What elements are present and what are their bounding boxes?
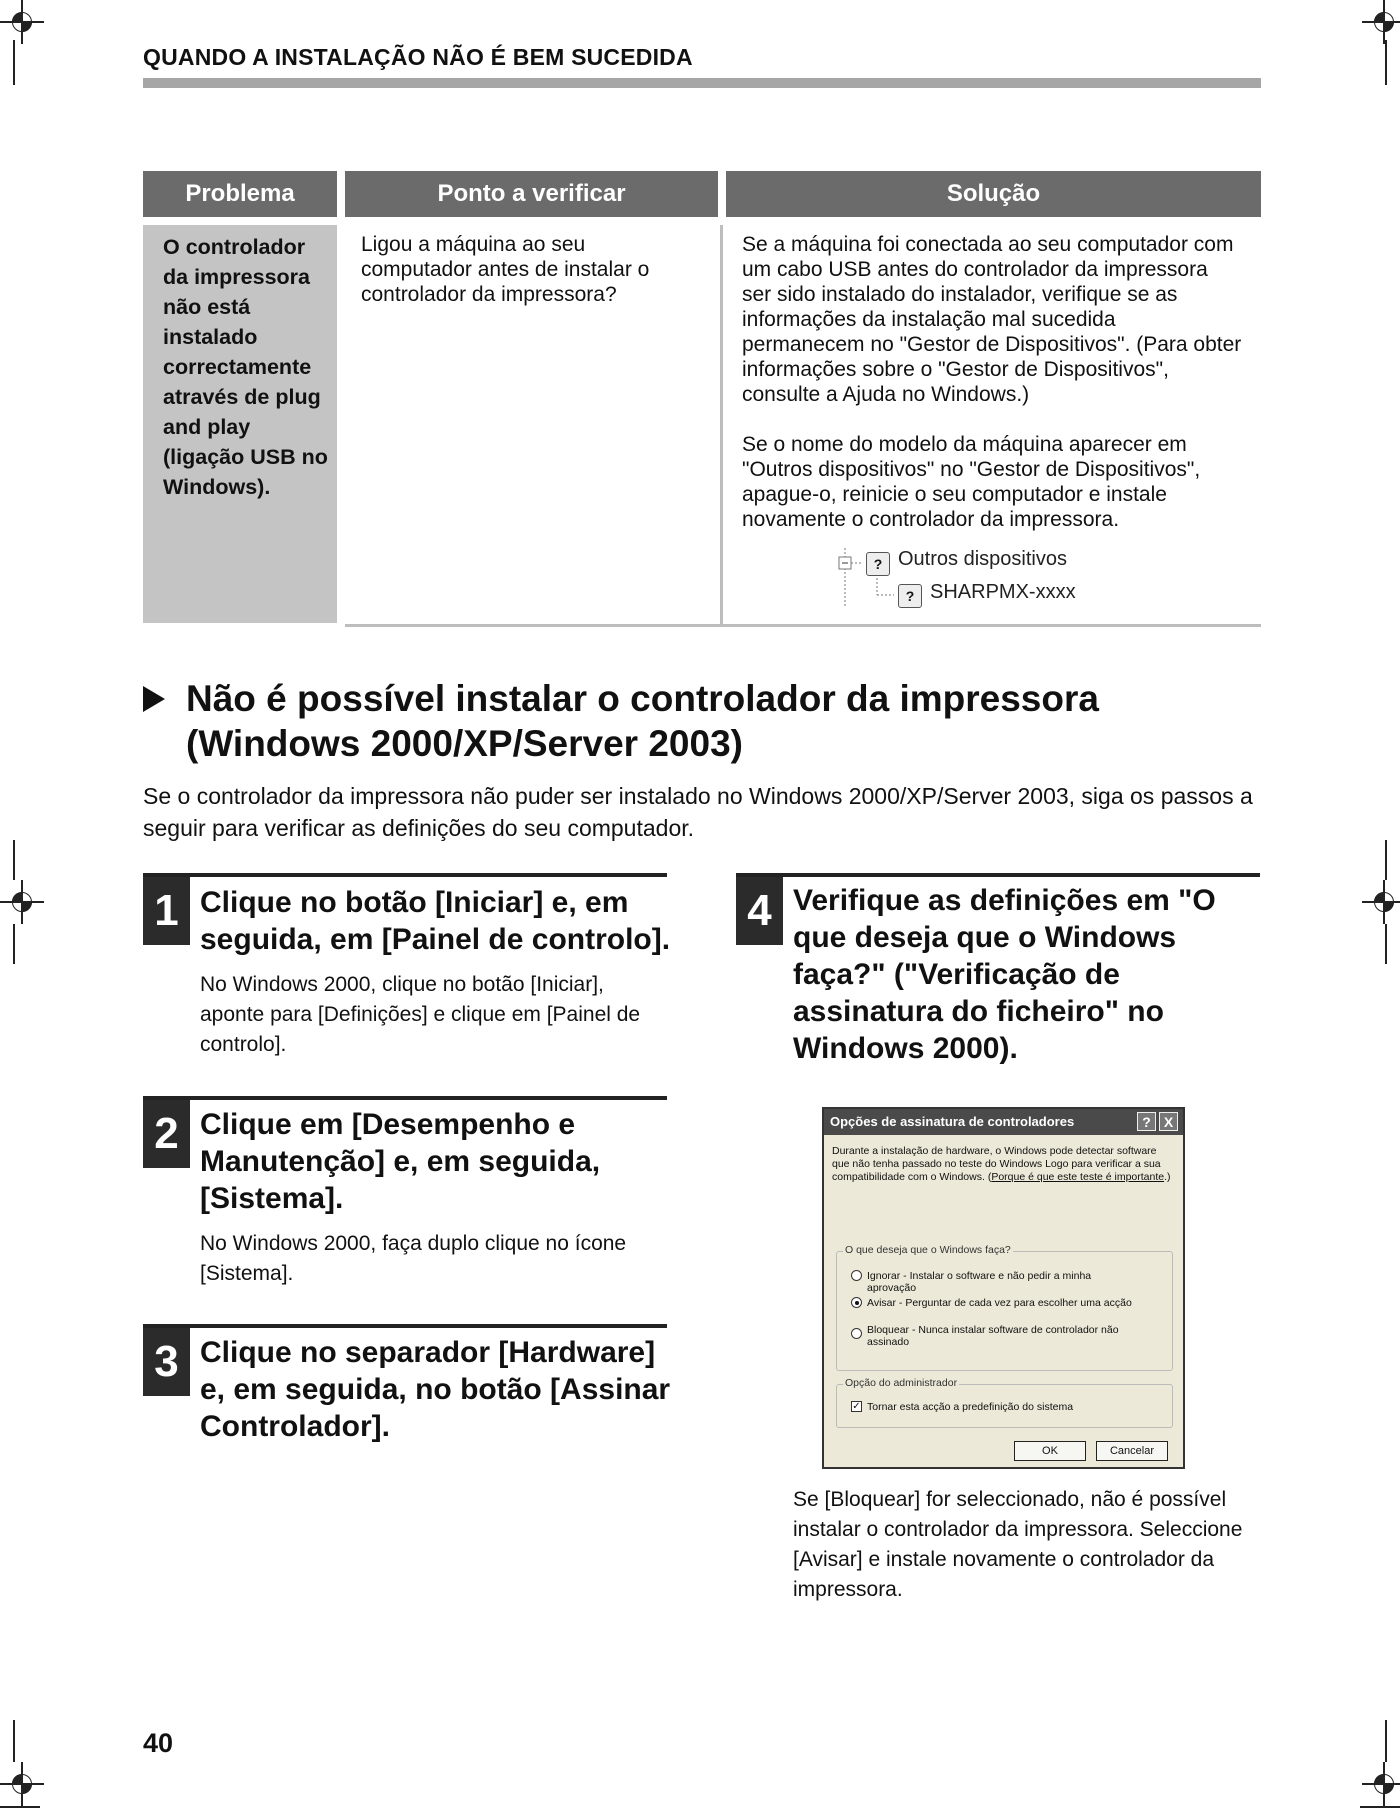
option-bloquear-label: Bloquear - Nunca instalar software de controlador não assinado — [867, 1324, 1119, 1348]
section-title-text: Não é possível instalar o controlador da impressora (Windows 2000/XP/Server 2003) — [186, 678, 1099, 764]
options-group-label: O que deseja que o Windows faça? — [845, 1244, 1011, 1256]
registration-mark-bottom-right — [1362, 1762, 1400, 1806]
crop-line — [1385, 840, 1387, 880]
solution-text-2: Se o nome do modelo da máquina aparecer em "Outros dispositivos" no "Gestor de Dispositivos", apague-o, reinicie o seu computador e instale novamente o controlador da impressora. — [742, 433, 1201, 531]
admin-group-label: Opção do administrador — [845, 1377, 958, 1389]
dialog-description: Durante a instalação de hardware, o Windows pode detectar software que não tenha passado no teste do Windows Logo para verificar a sua compatibilidade com o Windows. (Porque é que este teste é importante.) — [832, 1145, 1171, 1183]
option-ignorar-label: Ignorar - Instalar o software e não pedir a minha aprovação — [867, 1270, 1092, 1294]
step-1-title: Clique no botão [Iniciar] e, em seguida, em [Painel de controlo]. — [200, 886, 671, 956]
step-2-body: No Windows 2000, faça duplo clique no ícone [Sistema]. — [200, 1232, 627, 1285]
step-number-2: 2 — [143, 1100, 190, 1168]
table-bottom-rule — [345, 624, 1261, 627]
admin-checkbox[interactable]: ✓ — [852, 1401, 861, 1412]
close-icon[interactable]: X — [1159, 1112, 1178, 1131]
column-divider — [720, 225, 723, 626]
registration-mark-top-left — [0, 0, 44, 44]
options-group — [836, 1244, 1173, 1371]
tree-child-label: SHARPMX-xxxx — [930, 581, 1076, 603]
crop-line — [1385, 40, 1387, 85]
step-number-3: 3 — [143, 1328, 190, 1396]
dialog-title: Opções de assinatura de controladores — [830, 1114, 1075, 1129]
step-3-title: Clique no separador [Hardware] e, em seguida, no botão [Assinar Controlador]. — [200, 1336, 671, 1443]
radio-bloquear[interactable] — [851, 1328, 862, 1339]
admin-checkbox-label: Tornar esta acção a predefinição do sistema — [867, 1401, 1074, 1413]
registration-mark-top-right — [1362, 0, 1400, 44]
header-rule — [143, 78, 1261, 88]
help-icon[interactable]: ? — [1137, 1112, 1156, 1131]
step-rule — [143, 873, 667, 877]
admin-group — [836, 1377, 1173, 1428]
section-intro: Se o controlador da impressora não puder ser instalado no Windows 2000/XP/Server 2003, siga os passos a seguir para verificar as definições do seu computador. — [143, 783, 1253, 841]
why-important-link[interactable]: Porque é que este teste é importante — [991, 1171, 1165, 1183]
table-header-problem: Problema — [143, 171, 337, 217]
table-header-check: Ponto a verificar — [345, 171, 718, 217]
crop-line — [13, 924, 15, 964]
step-4-title: Verifique as definições em "O que deseja que o Windows faça?" ("Verificação de assinatura do ficheiro" no Windows 2000). — [793, 884, 1216, 1065]
registration-mark-mid-left — [0, 880, 44, 924]
radio-avisar[interactable] — [851, 1297, 862, 1308]
crop-line — [1385, 924, 1387, 964]
step-number-4: 4 — [736, 877, 783, 945]
page-number: 40 — [143, 1728, 174, 1758]
table-header-solution: Solução — [726, 171, 1261, 217]
tree-parent-label: Outros dispositivos — [898, 548, 1067, 570]
unknown-device-icon: ? — [898, 584, 922, 608]
step-number-1: 1 — [143, 877, 190, 945]
solution-text-1: Se a máquina foi conectada ao seu computador com um cabo USB antes do controlador da impressora ser sido instalado do instalador, verifique se as informações da instalação mal sucedida permanecem no "Gestor de Dispositivos". (Para obter informações sobre o "Gestor de Dispositivos", consulte a Ajuda no Windows.) — [742, 233, 1242, 406]
device-tree-image — [832, 540, 1132, 610]
crop-line — [13, 840, 15, 880]
registration-mark-bottom-left — [0, 1762, 44, 1806]
registration-mark-mid-right — [1362, 880, 1400, 924]
crop-line — [1385, 1720, 1387, 1762]
step-rule — [143, 1324, 667, 1328]
triangle-bullet-icon — [143, 686, 165, 712]
driver-signing-dialog — [822, 1107, 1185, 1469]
crop-line — [13, 40, 15, 85]
ok-button[interactable]: OK — [1014, 1441, 1086, 1461]
step-1-body: No Windows 2000, clique no botão [Iniciar], aponte para [Definições] e clique em [Painel de controlo]. — [200, 973, 641, 1056]
crop-line — [0, 1806, 40, 1808]
check-text: Ligou a máquina ao seu computador antes de instalar o controlador da impressora? — [361, 233, 650, 306]
step-rule — [736, 873, 1260, 877]
radio-ignorar[interactable] — [851, 1270, 862, 1281]
crop-line — [13, 1720, 15, 1762]
problem-text: O controlador da impressora não está instalado correctamente através de plug and play (ligação USB no Windows). — [163, 235, 328, 499]
cancel-button[interactable]: Cancelar — [1096, 1441, 1168, 1461]
unknown-device-icon: ? — [866, 552, 890, 576]
step-2-title: Clique em [Desempenho e Manutenção] e, em seguida, [Sistema]. — [200, 1108, 601, 1215]
dialog-titlebar — [824, 1109, 1183, 1135]
page-header-title: QUANDO A INSTALAÇÃO NÃO É BEM SUCEDIDA — [143, 44, 693, 70]
option-avisar-label: Avisar - Perguntar de cada vez para escolher uma acção — [867, 1297, 1132, 1309]
step-4-body: Se [Bloquear] for seleccionado, não é possível instalar o controlador da impressora. Seleccione [Avisar] e instale novamente o controlador da impressora. — [793, 1488, 1243, 1601]
crop-line — [1360, 1806, 1400, 1808]
step-rule — [143, 1096, 667, 1100]
